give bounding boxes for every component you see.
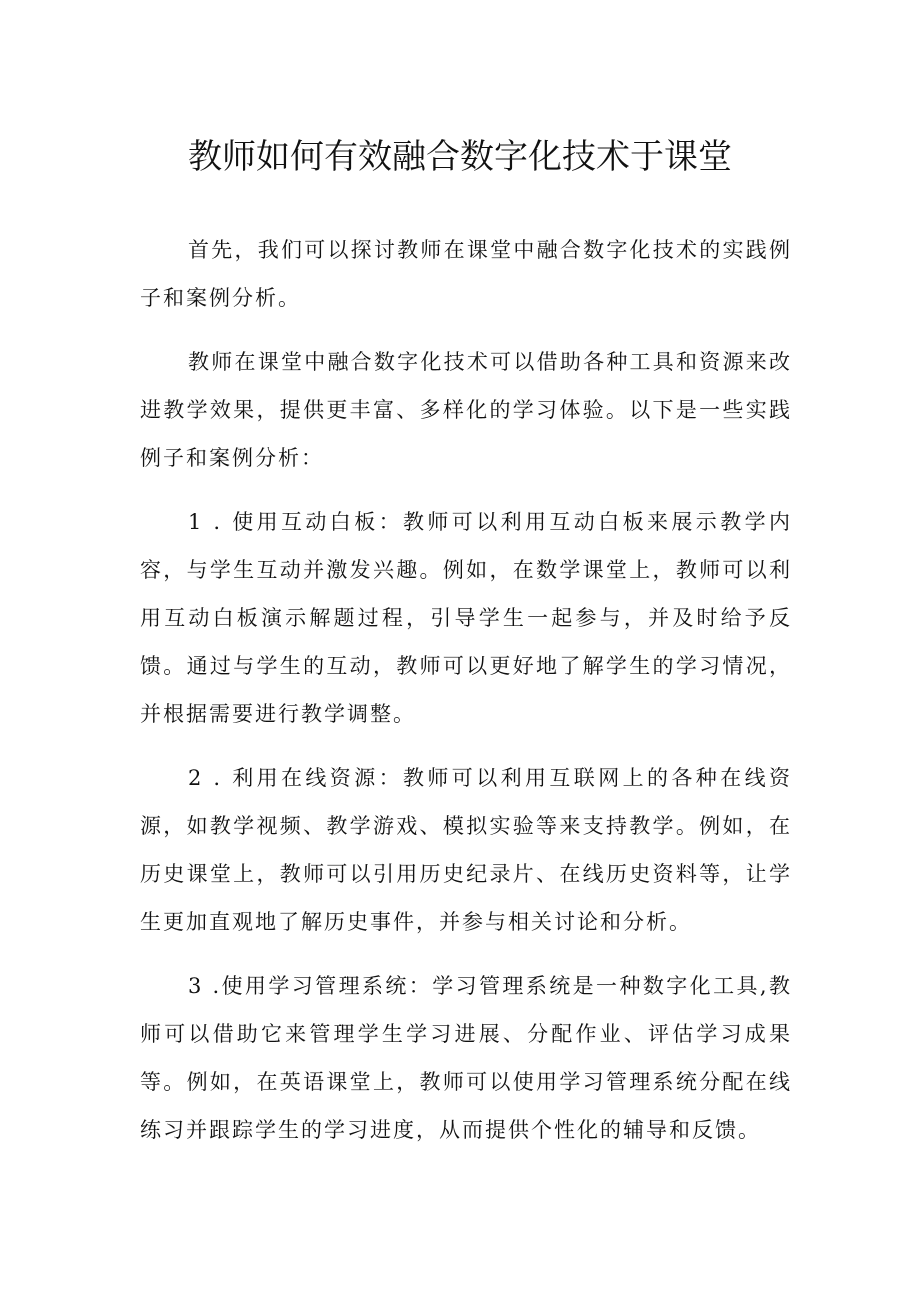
- paragraph-overview: 教师在课堂中融合数字化技术可以借助各种工具和资源来改进教学效果，提供更丰富、多样化的学习体验。以下是一些实践例子和案例分析：: [140, 350, 792, 470]
- paragraph-item-1: 1 . 使用互动白板：教师可以利用互动白板来展示教学内容，与学生互动并激发兴趣。例如，在数学课堂上，教师可以利用互动白板演示解题过程，引导学生一起参与，并及时给予反馈。通过与学生的互动，教师可以更好地了解学生的学习情况，并根据需要进行教学调整。: [140, 510, 792, 726]
- document-body: [140, 226, 792, 1170]
- paragraph-item-3: 3 .使用学习管理系统：学习管理系统是一种数字化工具,教师可以借助它来管理学生学习进展、分配作业、评估学习成果等。例如，在英语课堂上，教师可以使用学习管理系统分配在线练习并跟踪学生的学习进度，从而提供个性化的辅导和反馈。: [140, 974, 792, 1142]
- paragraph-item-2: 2 . 利用在线资源：教师可以利用互联网上的各种在线资源，如教学视频、教学游戏、模拟实验等来支持教学。例如，在历史课堂上，教师可以引用历史纪录片、在线历史资料等，让学生更加直观地了解历史事件，并参与相关讨论和分析。: [140, 766, 792, 934]
- document-title: 教师如何有效融合数字化技术于课堂: [188, 137, 732, 177]
- paragraph-intro: 首先，我们可以探讨教师在课堂中融合数字化技术的实践例子和案例分析。: [140, 238, 792, 310]
